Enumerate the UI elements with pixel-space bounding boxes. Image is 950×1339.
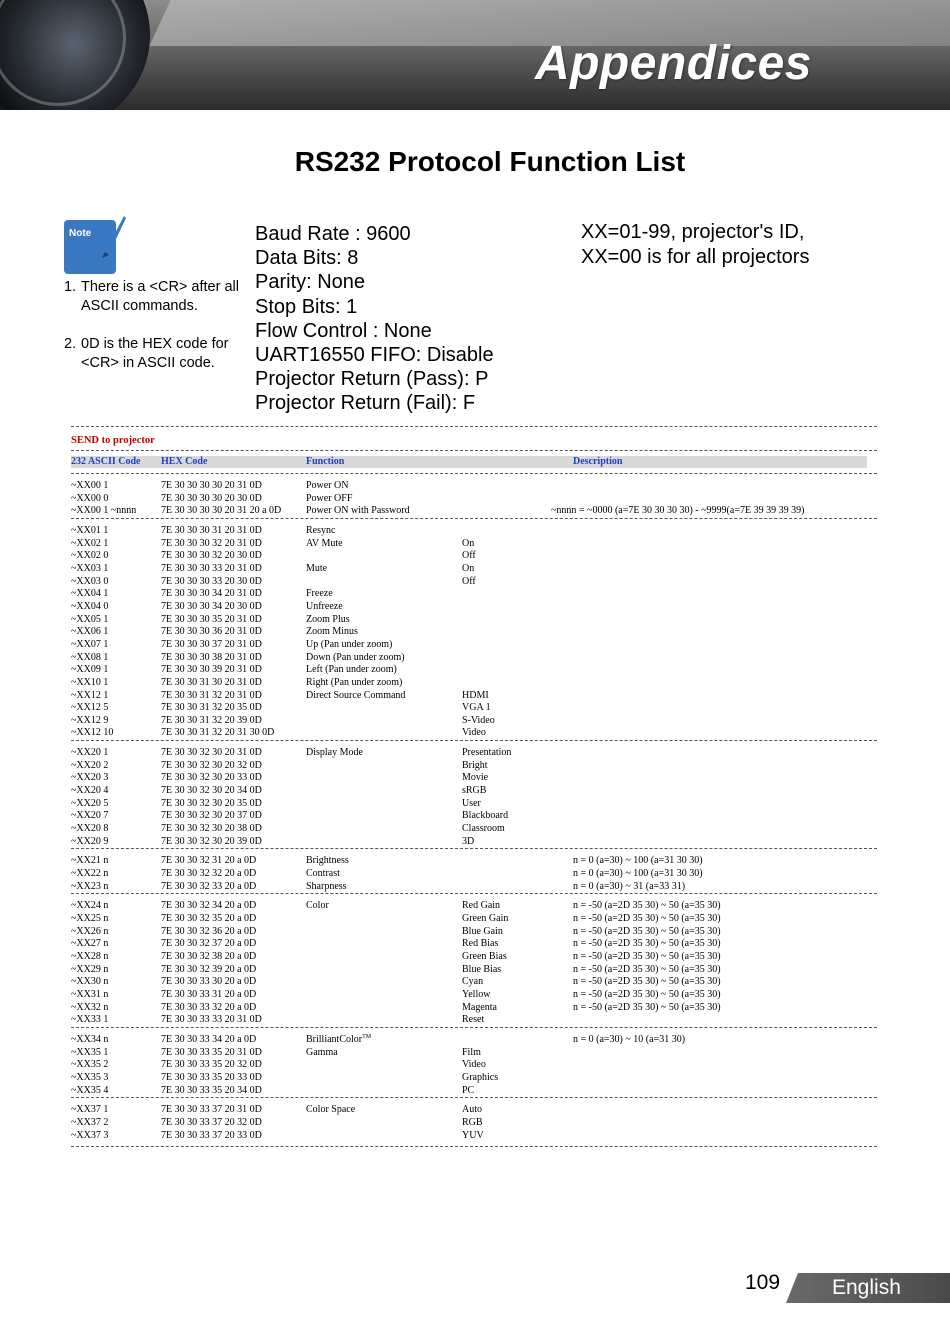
option-cell: Film <box>462 1046 481 1058</box>
option-cell: Movie <box>462 772 489 784</box>
table-row <box>71 938 877 951</box>
hex-cell: 7E 30 30 30 32 20 30 0D <box>161 550 262 562</box>
table-row <box>71 652 877 665</box>
notes-list <box>64 278 254 392</box>
hex-cell: 7E 30 30 32 30 20 32 0D <box>161 759 262 771</box>
table-row <box>71 664 877 677</box>
function-cell: Brightness <box>306 855 349 867</box>
setting-flow-control: Flow Control : None <box>255 319 432 342</box>
table-row <box>71 1085 877 1098</box>
trademark-mark: TM <box>362 1033 372 1040</box>
option-cell: Green Gain <box>462 913 509 924</box>
option-cell: Yellow <box>462 988 491 1000</box>
hex-cell: 7E 30 30 33 37 20 31 0D <box>161 1104 262 1116</box>
send-label: SEND to projector <box>71 435 155 446</box>
ascii-cell: ~XX20 1 <box>71 747 109 759</box>
hex-cell: 7E 30 30 33 37 20 32 0D <box>161 1116 262 1128</box>
function-cell: Right (Pan under zoom) <box>306 676 403 688</box>
function-cell <box>306 1034 371 1047</box>
setting-return-pass: Projector Return (Pass): P <box>255 368 489 391</box>
note-item <box>64 278 254 316</box>
table-row <box>71 785 877 798</box>
option-cell: VGA 1 <box>462 702 491 714</box>
ascii-cell: ~XX20 8 <box>71 823 109 835</box>
description-cell: n = -50 (a=2D 35 30) ~ 50 (a=35 30) <box>573 988 721 1000</box>
table-row <box>71 639 877 652</box>
option-cell: Magenta <box>462 1001 497 1013</box>
table-row <box>71 626 877 639</box>
hex-cell: 7E 30 30 30 33 20 30 0D <box>161 575 262 587</box>
hex-cell: 7E 30 30 32 30 20 39 0D <box>161 835 262 847</box>
table-row <box>71 900 877 913</box>
ascii-cell: ~XX28 n <box>71 950 109 962</box>
hex-cell: 7E 30 30 32 39 20 a 0D <box>161 963 257 975</box>
option-cell: Presentation <box>462 747 512 759</box>
hex-cell: 7E 30 30 31 32 20 31 0D <box>161 689 262 701</box>
ascii-cell: ~XX25 n <box>71 913 109 924</box>
description-cell: n = -50 (a=2D 35 30) ~ 50 (a=35 30) <box>573 925 721 937</box>
ascii-cell: ~XX30 n <box>71 976 109 988</box>
hex-cell: 7E 30 30 32 36 20 a 0D <box>161 925 257 937</box>
table-row <box>71 1034 877 1047</box>
header-ascii: 232 ASCII Code <box>71 456 141 467</box>
ascii-cell: ~XX10 1 <box>71 676 109 688</box>
description-cell: n = -50 (a=2D 35 30) ~ 50 (a=35 30) <box>573 950 721 962</box>
hex-cell: 7E 30 30 30 34 20 31 0D <box>161 588 262 600</box>
option-cell: sRGB <box>462 785 487 797</box>
hex-cell: 7E 30 30 32 38 20 a 0D <box>161 950 257 962</box>
option-cell: Off <box>462 550 476 562</box>
table-header <box>71 456 867 468</box>
description-cell: n = 0 (a=30) ~ 100 (a=31 30 30) <box>573 868 703 880</box>
table-row <box>71 505 877 518</box>
table-row <box>71 881 877 894</box>
hex-cell: 7E 30 30 30 30 20 31 20 a 0D <box>161 505 282 517</box>
ascii-cell: ~XX21 n <box>71 855 109 867</box>
hex-cell: 7E 30 30 32 30 20 34 0D <box>161 785 262 797</box>
table-row <box>71 1047 877 1060</box>
table-row <box>71 926 877 939</box>
hex-cell: 7E 30 30 30 30 20 30 0D <box>161 492 262 504</box>
ascii-cell: ~XX08 1 <box>71 651 109 663</box>
table-row <box>71 798 877 811</box>
language-label: English <box>832 1276 901 1299</box>
header-function: Function <box>306 456 345 467</box>
description-cell: n = 0 (a=30) ~ 100 (a=31 30 30) <box>573 855 703 867</box>
description-cell: n = 0 (a=30) ~ 31 (a=33 31) <box>573 880 686 892</box>
table-row <box>71 976 877 989</box>
ascii-cell: ~XX24 n <box>71 900 109 912</box>
function-cell: Display Mode <box>306 747 363 759</box>
function-cell: Contrast <box>306 868 340 880</box>
function-cell: Resync <box>306 524 336 536</box>
table-row <box>71 614 877 627</box>
hex-cell: 7E 30 30 33 35 20 33 0D <box>161 1071 262 1083</box>
option-cell: On <box>462 537 475 549</box>
table-row <box>71 525 877 538</box>
option-cell: Cyan <box>462 976 484 988</box>
table-row <box>71 964 877 977</box>
ascii-cell: ~XX20 2 <box>71 759 109 771</box>
table-row <box>71 1059 877 1072</box>
note-icon-label: Note <box>69 228 92 239</box>
command-table <box>71 426 877 1147</box>
table-row <box>71 1104 877 1117</box>
divider <box>71 450 877 451</box>
table-row <box>71 727 877 740</box>
id-note-line: XX=00 is for all projectors <box>581 245 810 268</box>
ascii-cell: ~XX12 1 <box>71 689 109 701</box>
description-cell: n = -50 (a=2D 35 30) ~ 50 (a=35 30) <box>573 900 721 912</box>
hex-cell: 7E 30 30 33 35 20 31 0D <box>161 1046 262 1058</box>
hex-cell: 7E 30 30 30 35 20 31 0D <box>161 613 262 625</box>
hex-cell: 7E 30 30 32 31 20 a 0D <box>161 855 257 867</box>
setting-parity: Parity: None <box>255 271 366 294</box>
function-cell: Freeze <box>306 588 333 600</box>
hex-cell: 7E 30 30 32 30 20 38 0D <box>161 823 262 835</box>
hex-cell: 7E 30 30 31 32 20 35 0D <box>161 702 262 714</box>
function-cell: Power ON <box>306 480 349 491</box>
table-row <box>71 1130 877 1143</box>
setting-stop-bits: Stop Bits: 1 <box>255 295 358 318</box>
setting-baud-rate: Baud Rate : 9600 <box>255 223 411 245</box>
option-cell: Red Bias <box>462 938 499 950</box>
table-row <box>71 868 877 881</box>
option-cell: Blue Gain <box>462 925 503 937</box>
table-row <box>71 1072 877 1085</box>
hex-cell: 7E 30 30 33 31 20 a 0D <box>161 988 257 1000</box>
option-cell: HDMI <box>462 689 489 701</box>
option-cell: Video <box>462 1059 486 1071</box>
ascii-cell: ~XX01 1 <box>71 524 109 536</box>
ascii-cell: ~XX35 2 <box>71 1059 109 1071</box>
table-row <box>71 989 877 1002</box>
projector-id-note <box>581 220 809 269</box>
ascii-cell: ~XX20 7 <box>71 810 109 822</box>
note-number: 2. <box>64 336 77 352</box>
function-cell: Gamma <box>306 1046 338 1058</box>
option-cell: Red Gain <box>462 900 501 912</box>
ascii-cell: ~XX06 1 <box>71 626 109 638</box>
hex-cell: 7E 30 30 30 33 20 31 0D <box>161 562 262 574</box>
ascii-cell: ~XX29 n <box>71 963 109 975</box>
hex-cell: 7E 30 30 32 34 20 a 0D <box>161 900 257 912</box>
hex-cell: 7E 30 30 32 37 20 a 0D <box>161 938 257 950</box>
function-cell: Left (Pan under zoom) <box>306 664 397 676</box>
function-cell: Zoom Plus <box>306 613 350 625</box>
ascii-cell: ~XX05 1 <box>71 613 109 625</box>
note-text: There is a <CR> after all ASCII commands. <box>81 279 239 314</box>
table-row <box>71 677 877 690</box>
hex-cell: 7E 30 30 30 39 20 31 0D <box>161 664 262 676</box>
note-icon <box>64 214 126 274</box>
table-row <box>71 715 877 728</box>
option-cell: Video <box>462 727 486 739</box>
description-cell: n = -50 (a=2D 35 30) ~ 50 (a=35 30) <box>573 913 721 924</box>
table-row <box>71 493 877 506</box>
function-cell: Sharpness <box>306 880 347 892</box>
description-cell: n = -50 (a=2D 35 30) ~ 50 (a=35 30) <box>573 976 721 988</box>
table-row <box>71 1002 877 1015</box>
ascii-cell: ~XX34 n <box>71 1033 109 1045</box>
function-cell: Up (Pan under zoom) <box>306 638 393 650</box>
option-cell: Blue Bias <box>462 963 502 975</box>
hex-cell: 7E 30 30 33 34 20 a 0D <box>161 1033 257 1045</box>
ascii-cell: ~XX35 4 <box>71 1084 109 1096</box>
function-cell: Color <box>306 900 329 912</box>
ascii-cell: ~XX20 9 <box>71 835 109 847</box>
hex-cell: 7E 30 30 33 33 20 31 0D <box>161 1014 262 1026</box>
ascii-cell: ~XX33 1 <box>71 1014 109 1026</box>
ascii-cell: ~XX35 3 <box>71 1071 109 1083</box>
function-cell: Power OFF <box>306 492 353 504</box>
hex-cell: 7E 30 30 31 30 20 31 0D <box>161 676 262 688</box>
table-row <box>71 1014 877 1027</box>
hex-cell: 7E 30 30 31 32 20 39 0D <box>161 714 262 726</box>
table-row <box>71 1117 877 1130</box>
ascii-cell: ~XX03 0 <box>71 575 109 587</box>
option-cell: User <box>462 797 481 809</box>
function-text: BrilliantColor <box>306 1033 363 1045</box>
hex-cell: 7E 30 30 33 32 20 a 0D <box>161 1001 257 1013</box>
table-row <box>71 588 877 601</box>
option-cell: Green Bias <box>462 950 507 962</box>
option-cell: Blackboard <box>462 810 509 822</box>
ascii-cell: ~XX04 0 <box>71 600 109 612</box>
function-cell: Unfreeze <box>306 600 343 612</box>
ascii-cell: ~XX00 0 <box>71 492 109 504</box>
hex-cell: 7E 30 30 32 30 20 31 0D <box>161 747 262 759</box>
table-row <box>71 702 877 715</box>
ascii-cell: ~XX04 1 <box>71 588 109 600</box>
page-header <box>0 0 950 110</box>
option-cell: Classroom <box>462 823 505 835</box>
ascii-cell: ~XX37 3 <box>71 1129 109 1141</box>
hex-cell: 7E 30 30 32 30 20 37 0D <box>161 810 262 822</box>
table-row <box>71 563 877 576</box>
table-row <box>71 772 877 785</box>
table-body <box>71 473 877 1147</box>
hex-cell: 7E 30 30 30 38 20 31 0D <box>161 651 262 663</box>
setting-fifo: UART16550 FIFO: Disable <box>255 344 494 367</box>
function-cell: Direct Source Command <box>306 689 406 701</box>
ascii-cell: ~XX09 1 <box>71 664 109 676</box>
hex-cell: 7E 30 30 32 30 20 33 0D <box>161 772 262 784</box>
ascii-cell: ~XX31 n <box>71 988 109 1000</box>
header-description: Description <box>573 456 623 467</box>
hex-cell: 7E 30 30 32 33 20 a 0D <box>161 880 257 892</box>
hex-cell: 7E 30 30 33 35 20 32 0D <box>161 1059 262 1071</box>
description-cell: n = -50 (a=2D 35 30) ~ 50 (a=35 30) <box>573 1001 721 1013</box>
ascii-cell: ~XX27 n <box>71 938 109 950</box>
ascii-cell: ~XX00 1 ~nnnn <box>71 505 137 517</box>
ascii-cell: ~XX22 n <box>71 868 109 880</box>
table-row <box>71 538 877 551</box>
ascii-cell: ~XX07 1 <box>71 638 109 650</box>
hex-cell: 7E 30 30 30 34 20 30 0D <box>161 600 262 612</box>
description-cell: n = -50 (a=2D 35 30) ~ 50 (a=35 30) <box>573 938 721 950</box>
header-hex: HEX Code <box>161 456 208 467</box>
hex-cell: 7E 30 30 32 30 20 35 0D <box>161 797 262 809</box>
option-cell: Bright <box>462 759 488 771</box>
header-title: Appendices <box>534 37 812 90</box>
table-row <box>71 576 877 589</box>
hex-cell: 7E 30 30 30 37 20 31 0D <box>161 638 262 650</box>
ascii-cell: ~XX37 1 <box>71 1104 109 1116</box>
table-row <box>71 855 877 868</box>
hex-cell: 7E 30 30 30 31 20 31 0D <box>161 524 262 536</box>
function-cell: Color Space <box>306 1104 356 1116</box>
option-cell: Graphics <box>462 1071 499 1083</box>
option-cell: On <box>462 562 475 574</box>
hex-cell: 7E 30 30 33 35 20 34 0D <box>161 1084 262 1096</box>
option-cell: PC <box>462 1084 475 1096</box>
hex-cell: 7E 30 30 31 32 20 31 30 0D <box>161 727 275 739</box>
id-note-line: XX=01-99, projector's ID, <box>581 221 805 243</box>
function-cell: Mute <box>306 562 328 574</box>
ascii-cell: ~XX35 1 <box>71 1046 109 1058</box>
page-number: 109 <box>745 1271 781 1294</box>
option-cell: 3D <box>462 835 475 847</box>
setting-data-bits: Data Bits: 8 <box>255 247 359 270</box>
function-cell: Power ON with Password <box>306 505 410 517</box>
option-cell: S-Video <box>462 714 495 726</box>
option-cell: Auto <box>462 1104 482 1116</box>
ascii-cell: ~XX23 n <box>71 880 109 892</box>
description-cell: n = 0 (a=30) ~ 10 (a=31 30) <box>573 1033 686 1045</box>
table-row <box>71 760 877 773</box>
note-number: 1. <box>64 279 77 295</box>
setting-return-fail: Projector Return (Fail): F <box>255 392 476 415</box>
table-row <box>71 690 877 703</box>
table-row <box>71 951 877 964</box>
table-row <box>71 823 877 836</box>
ascii-cell: ~XX00 1 <box>71 480 109 491</box>
table-row <box>71 810 877 823</box>
serial-settings <box>255 222 494 416</box>
function-cell: AV Mute <box>306 537 343 549</box>
ascii-cell: ~XX02 0 <box>71 550 109 562</box>
ascii-cell: ~XX12 10 <box>71 727 114 739</box>
ascii-cell: ~XX20 3 <box>71 772 109 784</box>
ascii-cell: ~XX12 9 <box>71 714 109 726</box>
ascii-cell: ~XX20 4 <box>71 785 109 797</box>
ascii-cell: ~XX37 2 <box>71 1116 109 1128</box>
divider <box>71 1146 877 1147</box>
table-row <box>71 550 877 563</box>
option-cell: Reset <box>462 1014 485 1026</box>
description-cell: n = -50 (a=2D 35 30) ~ 50 (a=35 30) <box>573 963 721 975</box>
ascii-cell: ~XX03 1 <box>71 562 109 574</box>
function-cell: Zoom Minus <box>306 626 358 638</box>
hex-cell: 7E 30 30 30 32 20 31 0D <box>161 537 262 549</box>
ascii-cell: ~XX02 1 <box>71 537 109 549</box>
ascii-cell: ~XX20 5 <box>71 797 109 809</box>
table-row <box>71 747 877 760</box>
option-cell: Off <box>462 575 476 587</box>
hex-cell: 7E 30 30 30 30 20 31 0D <box>161 480 262 491</box>
description-cell: ~nnnn = ~0000 (a=7E 30 30 30 30) - ~9999(a=7E 39 39 39 39) <box>551 505 805 517</box>
hex-cell: 7E 30 30 33 30 20 a 0D <box>161 976 257 988</box>
ascii-cell: ~XX32 n <box>71 1001 109 1013</box>
function-cell: Down (Pan under zoom) <box>306 651 405 663</box>
hex-cell: 7E 30 30 32 32 20 a 0D <box>161 868 257 880</box>
table-row <box>71 601 877 614</box>
page-title: RS232 Protocol Function List <box>294 146 686 177</box>
table-row <box>71 480 877 493</box>
hex-cell: 7E 30 30 30 36 20 31 0D <box>161 626 262 638</box>
ascii-cell: ~XX26 n <box>71 925 109 937</box>
table-row <box>71 913 877 926</box>
option-cell: RGB <box>462 1116 483 1128</box>
note-text: 0D is the HEX code for <CR> in ASCII code. <box>81 336 229 371</box>
note-item <box>64 335 254 373</box>
hex-cell: 7E 30 30 32 35 20 a 0D <box>161 913 257 924</box>
hex-cell: 7E 30 30 33 37 20 33 0D <box>161 1129 262 1141</box>
table-row <box>71 836 877 849</box>
ascii-cell: ~XX12 5 <box>71 702 109 714</box>
option-cell: YUV <box>462 1129 484 1141</box>
